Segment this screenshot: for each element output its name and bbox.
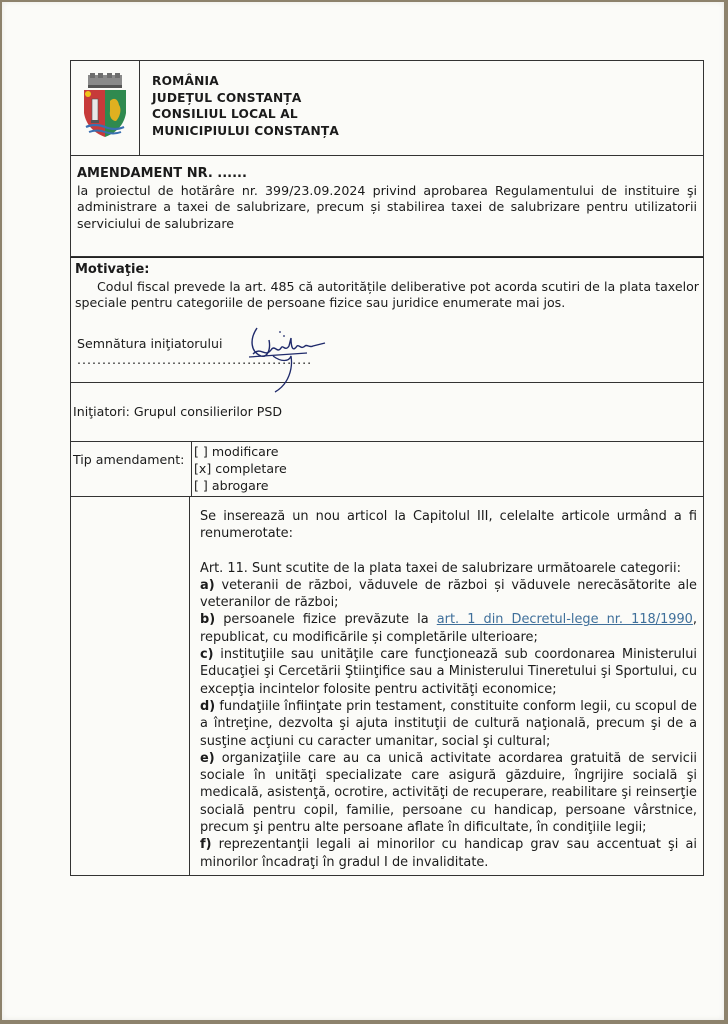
option-completare[interactable] bbox=[194, 460, 287, 477]
item-text: fundaţiile înfiinţate prin testament, constituite conform legii, cu scopul de a întreţine, dezvolta şi ajuta instituţii de cultură naţională, precum şi de a susţine acţiuni cu caracter umanitar, social şi cultural; bbox=[200, 698, 697, 749]
list-item bbox=[200, 698, 697, 750]
option-label: abrogare bbox=[211, 478, 269, 493]
crest-cell bbox=[71, 61, 140, 155]
signature-label: Semnătura iniţiatorului bbox=[77, 336, 223, 351]
option-label: completare bbox=[215, 461, 287, 476]
item-letter: d) bbox=[200, 698, 216, 714]
item-letter: b) bbox=[200, 612, 216, 628]
list-item bbox=[200, 750, 697, 836]
amendment-content-row bbox=[71, 496, 703, 875]
item-text: organizaţiile care au ca unică activitate acordarea gratuită de servicii sociale în unităţi specializate care asigură găzduire, îngrijire socială şi medicală, asistenţă, ocrotire, activităţi de recuperare, reabilitare şi reinserţie socială pentru copil, familie, persoane cu handicap, persoane vârstnice, precum şi pentru alte persoane aflate în dificultate, în condiţiile legii; bbox=[200, 750, 697, 836]
item-letter: f) bbox=[200, 837, 212, 853]
org-line: CONSILIUL LOCAL AL bbox=[152, 107, 298, 121]
header-block bbox=[70, 60, 704, 156]
article-heading: Art. 11. Sunt scutite de la plata taxei de salubrizare următoarele categorii: bbox=[200, 560, 681, 576]
signature-icon bbox=[247, 316, 327, 396]
list-item bbox=[200, 611, 697, 646]
item-text: , republicat, cu modificările și completările ulterioare; bbox=[200, 612, 697, 645]
checkbox-mark: [x] bbox=[194, 461, 212, 476]
amendment-type-options bbox=[192, 442, 287, 496]
list-item bbox=[200, 836, 697, 871]
item-text: instituţiile sau unităţile care funcţionează sub coordonarea Ministerului Educaţiei şi Cercetării Ştiinţifice sau a Ministerului Tineretului şi Sportului, cu excepţia incintelor folosite pentru activităţi economice; bbox=[200, 647, 697, 697]
list-item bbox=[200, 577, 697, 612]
checkbox-mark: [ ] bbox=[194, 478, 208, 493]
list-item bbox=[200, 646, 697, 698]
amendment-form bbox=[70, 60, 704, 876]
motivation-title: Motivaţie: bbox=[75, 262, 150, 277]
amendment-type-row bbox=[71, 442, 703, 496]
item-text: veteranii de război, văduvele de război și văduvele nerecăsătorite ale veteranilor de război; bbox=[200, 577, 697, 611]
initiators-row bbox=[70, 382, 704, 442]
amendment-table bbox=[70, 442, 704, 876]
document-page bbox=[2, 2, 724, 1020]
org-line: JUDEȚUL CONSTANȚA bbox=[152, 90, 302, 105]
amendment-type-label: Tip amendament: bbox=[71, 442, 192, 496]
content-left-cell bbox=[71, 497, 190, 875]
amendment-heading bbox=[70, 156, 704, 257]
org-line: MUNICIPIULUI CONSTANȚA bbox=[152, 123, 340, 138]
motivation-section bbox=[70, 257, 704, 382]
option-modificare[interactable] bbox=[194, 443, 287, 460]
amendment-content bbox=[190, 497, 703, 875]
item-letter: e) bbox=[200, 750, 215, 766]
signature-line: ............................................... bbox=[77, 352, 313, 367]
initiators-text: Iniţiatori: Grupul consilierilor PSD bbox=[73, 403, 283, 419]
organization-name bbox=[140, 61, 339, 155]
amendment-subject: la proiectul de hotărâre nr. 399/23.09.2024 privind aprobarea Regulamentului de instituire şi administrare a taxei de salubrizare, precum și stabilirea taxei de salubrizare pentru utilizatorii serviciului de salubrizare bbox=[77, 182, 697, 231]
org-line: ROMÂNIA bbox=[152, 74, 219, 88]
item-letter: c) bbox=[200, 647, 214, 663]
option-label: modificare bbox=[211, 444, 279, 459]
item-text: reprezentanţii legali ai minorilor cu handicap grav sau accentuat şi ai minorilor încadraţi în gradul I de invaliditate. bbox=[200, 837, 697, 870]
option-abrogare[interactable] bbox=[194, 477, 287, 494]
amendment-title: AMENDAMENT NR. ...... bbox=[77, 166, 247, 181]
checkbox-mark: [ ] bbox=[194, 444, 208, 459]
item-letter: a) bbox=[200, 577, 215, 593]
coat-of-arms-icon bbox=[82, 73, 128, 143]
motivation-text: Codul fiscal prevede la art. 485 că autoritățile deliberative pot acorda scutiri de la plata taxelor speciale pentru categoriile de persoane fizice sau juridice enumerate mai jos. bbox=[75, 278, 699, 311]
content-intro: Se inserează un nou articol la Capitolul III, celelalte articole urmând a fi renumerotate: bbox=[200, 509, 697, 542]
decree-link[interactable]: art. 1 din Decretul-lege nr. 118/1990 bbox=[436, 612, 693, 628]
item-text: persoanele fizice prevăzute la bbox=[223, 612, 437, 628]
